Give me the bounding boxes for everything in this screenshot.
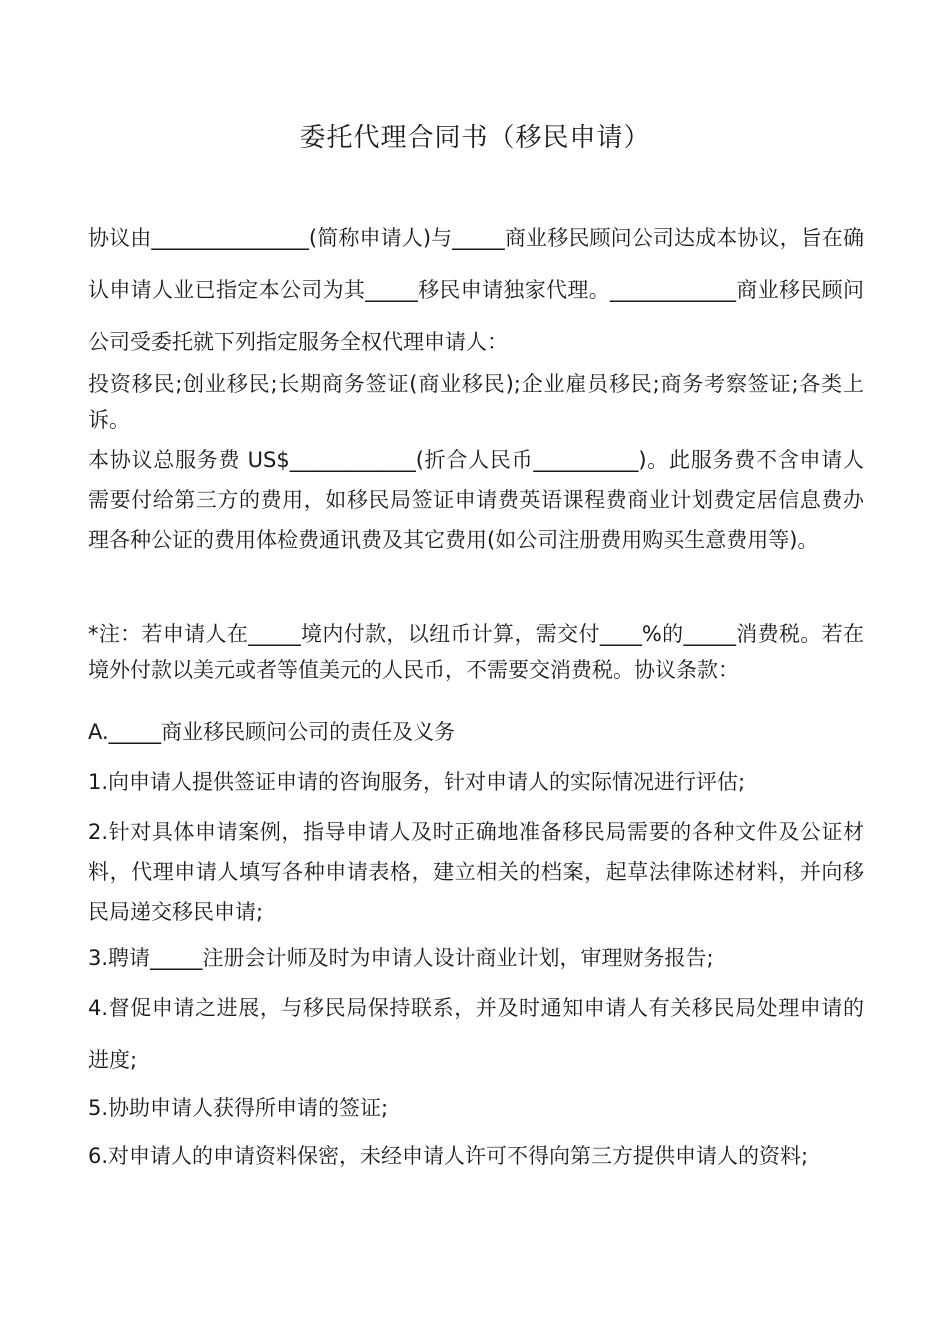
clause-5: 5.协助申请人获得所申请的签证; [88,1096,389,1120]
clause-4: 4.督促申请之进展，与移民局保持联系，并及时通知申请人有关移民局处理申请的进度; [88,996,864,1072]
clause-3: 3.聘请_____注册会计师及时为申请人设计商业计划，审理财务报告; [88,946,714,970]
clause-1: 1.向申请人提供签证申请的咨询服务，针对申请人的实际情况进行评估; [88,770,746,794]
intro-paragraph: 协议由_______________(简称申请人)与_____商业移民顾问公司达成本协议，旨在确认申请人业已指定本公司为其_____移民申请独家代理。____________商业移民顾问公司受委托就下列指定服务全权代理申请人： [88,226,864,354]
fee-paragraph: 本协议总服务费 US$____________(折合人民币__________)。此服务费不含申请人需要付给第三方的费用，如移民局签证申请费英语课程费商业计划费定居信息费办理各种公证的费用体检费通讯费及其它费用(如公司注册费用购买生意费用等)。 [88,448,864,552]
services-paragraph: 投资移民;创业移民;长期商务签证(商业移民);企业雇员移民;商务考察签证;各类上诉。 [88,372,864,432]
clause-6: 6.对申请人的申请资料保密，未经申请人许可不得向第三方提供申请人的资料; [88,1144,809,1168]
document-title: 委托代理合同书（移民申请） [299,123,651,153]
clause-2: 2.针对具体申请案例，指导申请人及时正确地准备移民局需要的各种文件及公证材料，代理申请人填写各种申请表格，建立相关的档案，起草法律陈述材料，并向移民局递交移民申请; [88,820,864,924]
section-a-heading: A._____商业移民顾问公司的责任及义务 [88,720,456,744]
tax-note-paragraph: *注：若申请人在_____境内付款，以纽币计算，需交付____%的_____消费税。若在境外付款以美元或者等值美元的人民币，不需要交消费税。协议条款： [88,622,864,682]
